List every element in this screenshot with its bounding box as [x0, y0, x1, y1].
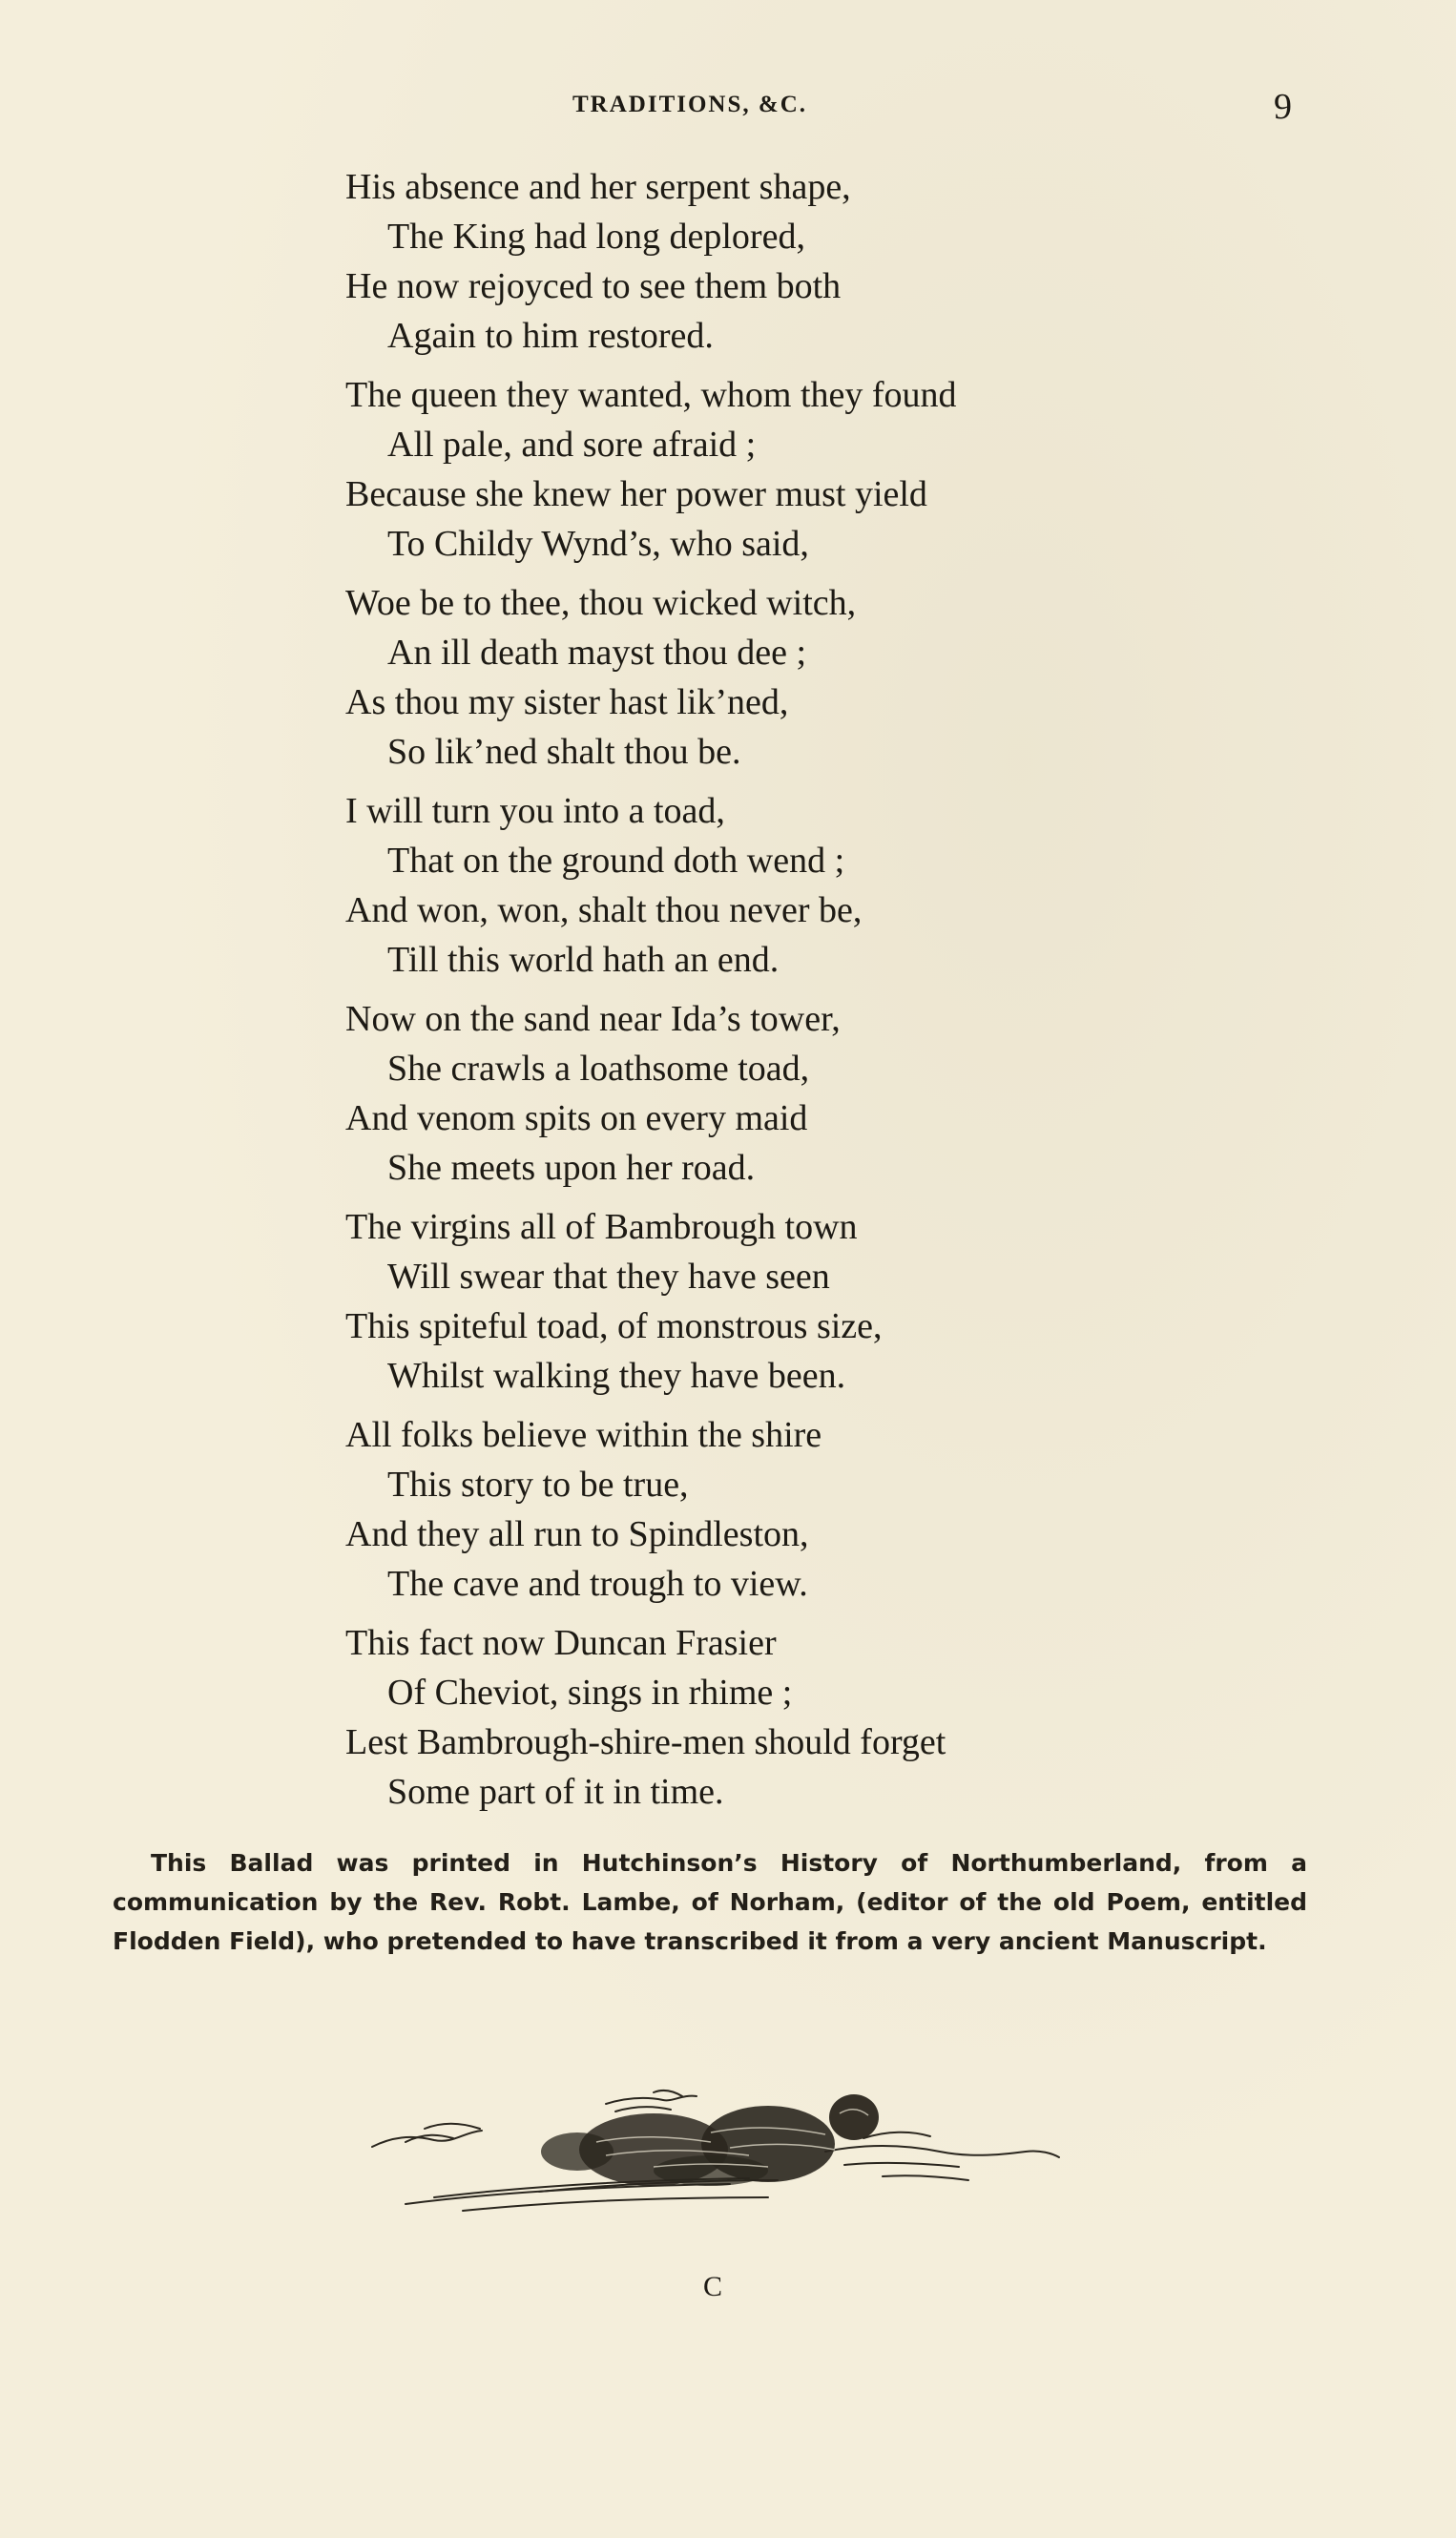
stanza: [345, 786, 1204, 985]
stanza: [345, 162, 1204, 361]
stanza: [345, 994, 1204, 1193]
poem-line: The queen they wanted, whom they found: [345, 375, 957, 415]
poem-line: The King had long deplored,: [387, 217, 805, 257]
engraved-vignette-icon: [367, 2085, 1064, 2218]
poem-line: Because she knew her power must yield: [345, 474, 927, 514]
poem-line: His absence and her serpent shape,: [345, 167, 851, 207]
poem-line: As thou my sister hast lik’ned,: [345, 682, 789, 722]
poem-line: All folks believe within the shire: [345, 1415, 822, 1455]
signature-mark: C: [703, 2271, 723, 2302]
poem-line: And venom spits on every maid: [345, 1098, 808, 1138]
stanza: [345, 1410, 1204, 1609]
poem-line: Again to him restored.: [387, 316, 714, 356]
poem-line: To Childy Wynd’s, who said,: [387, 524, 809, 564]
ballad-poem: [345, 162, 1204, 1826]
poem-line: All pale, and sore afraid ;: [387, 425, 757, 465]
poem-line: And won, won, shalt thou never be,: [345, 890, 863, 930]
stanza: [345, 1202, 1204, 1401]
poem-line: And they all run to Spindleston,: [345, 1514, 809, 1554]
poem-line: Lest Bambrough-shire-men should forget: [345, 1722, 946, 1762]
poem-line: Whilst walking they have been.: [387, 1356, 846, 1396]
stanza: [345, 370, 1204, 569]
poem-line: An ill death mayst thou dee ;: [387, 633, 807, 673]
stanza: [345, 578, 1204, 777]
poem-line: She meets upon her road.: [387, 1148, 756, 1188]
stanza: [345, 1618, 1204, 1817]
footnote: This Ballad was printed in Hutchinson’s History of Northumberland, from a communication by the Rev. Robt. Lambe, of Norham, (editor of the old Poem, entitled Flodden Field), who pretended to have transcribed it from a very ancient Manuscript.: [113, 1849, 1307, 1955]
poem-line: She crawls a loathsome toad,: [387, 1049, 810, 1089]
poem-line: Now on the sand near Ida’s tower,: [345, 999, 841, 1039]
poem-line: Some part of it in time.: [387, 1772, 724, 1812]
poem-line: Will swear that they have seen: [387, 1257, 830, 1297]
poem-line: The cave and trough to view.: [387, 1564, 808, 1604]
poem-line: Of Cheviot, sings in rhime ;: [387, 1673, 793, 1713]
poem-line: Woe be to thee, thou wicked witch,: [345, 583, 857, 623]
page-number: 9: [1274, 87, 1292, 127]
running-title: TRADITIONS, &C.: [572, 92, 808, 117]
poem-line: This story to be true,: [387, 1465, 689, 1505]
poem-line: This fact now Duncan Frasier: [345, 1623, 777, 1663]
poem-line: He now rejoyced to see them both: [345, 266, 842, 306]
poem-line: So lik’ned shalt thou be.: [387, 732, 741, 772]
poem-line: I will turn you into a toad,: [345, 791, 725, 831]
poem-line: This spiteful toad, of monstrous size,: [345, 1306, 883, 1346]
poem-line: The virgins all of Bambrough town: [345, 1207, 858, 1247]
poem-line: Till this world hath an end.: [387, 940, 780, 980]
poem-line: That on the ground doth wend ;: [387, 841, 845, 881]
running-head: [0, 86, 1456, 127]
